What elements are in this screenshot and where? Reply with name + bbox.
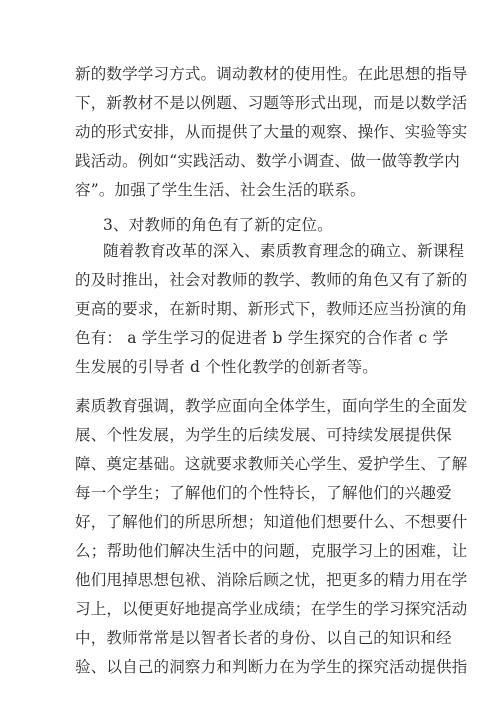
text-line: 好，了解他们的所思所想；知道他们想要什么、不想要什: [75, 513, 468, 531]
text-line: 验、以自己的洞察力和判断力在为学生的探究活动提供指: [75, 658, 468, 676]
text-line: 障、奠定基础。这就要求教师关心学生、爱护学生、了解: [75, 455, 468, 473]
text-line: 生发展的引导者 d 个性化教学的创新者等。: [75, 358, 378, 376]
text-line: 随着教育改革的深入、素质教育理念的确立、新课程: [103, 242, 465, 260]
text-line: 展、个性发展，为学生的后续发展、可持续发展提供保: [75, 426, 452, 444]
section-heading: 3、对教师的角色有了新的定位。: [103, 216, 333, 234]
text-line: 容”。加强了学生生活、社会生活的联系。: [75, 181, 366, 199]
text-line: 更高的要求，在新时期、新形式下，教师还应当扮演的角: [75, 300, 468, 318]
text-line: 践活动。例如“实践活动、数学小调查、做一做等教学内: [75, 152, 460, 170]
text-line: 每一个学生；了解他们的个性特长，了解他们的兴趣爱: [75, 484, 452, 502]
text-line: 下，新教材不是以例题、习题等形式出现，而是以数学活: [75, 94, 468, 112]
text-line: 习上，以便更好地提高学业成绩；在学生的学习探究活动: [75, 600, 468, 618]
text-line: 么；帮助他们解决生活中的问题，克服学习上的困难，让: [75, 542, 468, 560]
text-line: 新的数学学习方式。调动教材的使用性。在此思想的指导: [75, 65, 468, 83]
text-line: 他们甩掉思想包袱、消除后顾之忧，把更多的精力用在学: [75, 571, 468, 589]
text-line: 中，教师常常是以智者长者的身份、以自己的知识和经: [75, 629, 452, 647]
text-line: 色有： a 学生学习的促进者 b 学生探究的合作者 c 学: [75, 329, 449, 347]
text-line: 的及时推出，社会对教师的教学、教师的角色又有了新的: [75, 271, 468, 289]
text-line: 动的形式安排，从而提供了大量的观察、操作、实验等实: [75, 123, 468, 141]
text-line: 素质教育强调，教学应面向全体学生，面向学生的全面发: [75, 397, 468, 415]
